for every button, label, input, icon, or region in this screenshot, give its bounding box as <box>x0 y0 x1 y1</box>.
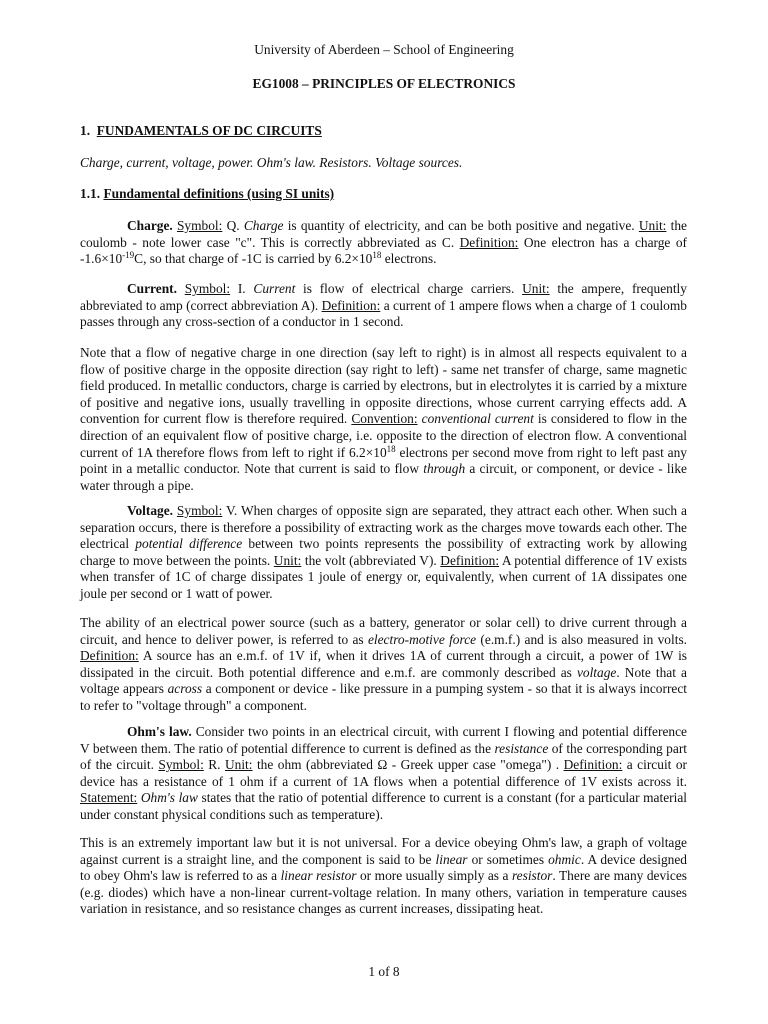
paragraph-charge: Charge. Symbol: Q. Charge is quantity of electricity, and can be both positive and negative. Unit: the coulomb - note lower case "c". This is correctly abbreviated as C. Definition: One electron has a charge of $-1.6\times 10^{-19}C$, so that charge of -1C is carried by $6.2\times 10^{18}$ electrons. <box>80 218 687 267</box>
section-1-heading: 1. FUNDAMENTALS OF DC CIRCUITS <box>80 123 322 138</box>
paragraph-ohms-law: Ohm's law. Consider two points in an electrical circuit, with current I flowing and potential difference V between them. The ratio of potential difference to current is defined as the resistance of the corresponding part of the circuit. Symbol: R. Unit: the ohm (abbreviated Ω - Greek upper case "omega") . Definition: a circuit or device has a resistance of 1 ohm if a current of 1A flows when a potential difference of 1V exists across it. Statement: Ohm's law states that the ratio of potential difference to current is a constant (for a particular material under constant physical conditions such as temperature). <box>80 724 687 822</box>
section-1-1-title: Fundamental definitions (using SI units) <box>103 186 335 201</box>
university-header: University of Aberdeen – School of Engineering <box>254 42 514 57</box>
paragraph-current: Current. Symbol: I. Current is flow of electrical charge carriers. Unit: the ampere, frequently abbreviated to amp (correct abbreviation A). Definition: a current of 1 ampere flows when a charge of 1 coulomb passes through any cross-section of a conductor in 1 second. <box>80 281 687 330</box>
page-number: 1 of 8 <box>368 964 400 979</box>
section-1-1-heading: 1.1. Fundamental definitions (using SI units) <box>80 186 335 201</box>
course-title: EG1008 – PRINCIPLES OF ELECTRONICS <box>252 76 516 91</box>
paragraph-emf: The ability of an electrical power source (such as a battery, generator or solar cell) to drive current through a circuit, and hence to deliver power, is referred to as electro-motive force (e.m.f.) and is also measured in volts. Definition: A source has an e.m.f. of 1V if, when it drives 1A of current through a circuit, a power of 1W is dissipated in the circuit. Both potential difference and e.m.f. are commonly described as voltage. Note that a voltage appears across a component or device - like pressure in a pumping system - so that it is always incorrect to refer to "voltage through" a component. <box>80 615 688 713</box>
section-1-subtitle: Charge, current, voltage, power. Ohm's law. Resistors. Voltage sources. <box>80 155 463 170</box>
paragraph-non-universal: This is an extremely important law but it is not universal. For a device obeying Ohm's law, a graph of voltage against current is a straight line, and the component is said to be linear or sometimes ohmic. A device designed to obey Ohm's law is referred to as a linear resistor or more usually simply as a resistor. There are many devices (e.g. diodes) which have a non-linear current-voltage relation. In many others, variation in temperature causes variation in resistance, and so resistance changes as current increases, dissipating heat. <box>80 835 687 917</box>
section-1-title: FUNDAMENTALS OF DC CIRCUITS <box>96 123 322 138</box>
paragraph-voltage: Voltage. Symbol: V. When charges of opposite sign are separated, they attract each other. When such a separation occurs, there is therefore a possibility of extracting work as the charges move towards each other. The electrical potential difference between two points represents the possibility of extracting work by allowing charge to move between the points. Unit: the volt (abbreviated V). Definition: A potential difference of 1V exists when transfer of 1C of charge dissipates 1 joule of energy or, equivalently, when current of 1A dissipates one joule per second or 1 watt of power. <box>80 503 688 601</box>
paragraph-current-convention: Note that a flow of negative charge in one direction (say left to right) is in almost all respects equivalent to a flow of positive charge in the opposite direction (say right to left) - same net transfer of charge, same magnetic field produced. In metallic conductors, charge is carried by electrons, but in electrolytes it is carried by a mixture of positive and negative ions, usually travelling in opposite directions, whose current carrying effects add. A convention for current flow is therefore required. Convention: conventional current is considered to flow in the direction of an equivalent flow of positive charge, i.e. opposite to the direction of electron flow. A conventional current of 1A therefore flows from left to right if $6.2\times 10^{18}$ electrons per second move from right to left past any point in a metallic conductor. Note that current is said to flow through a circuit, or component, or device - like water through a pipe. <box>80 345 687 493</box>
